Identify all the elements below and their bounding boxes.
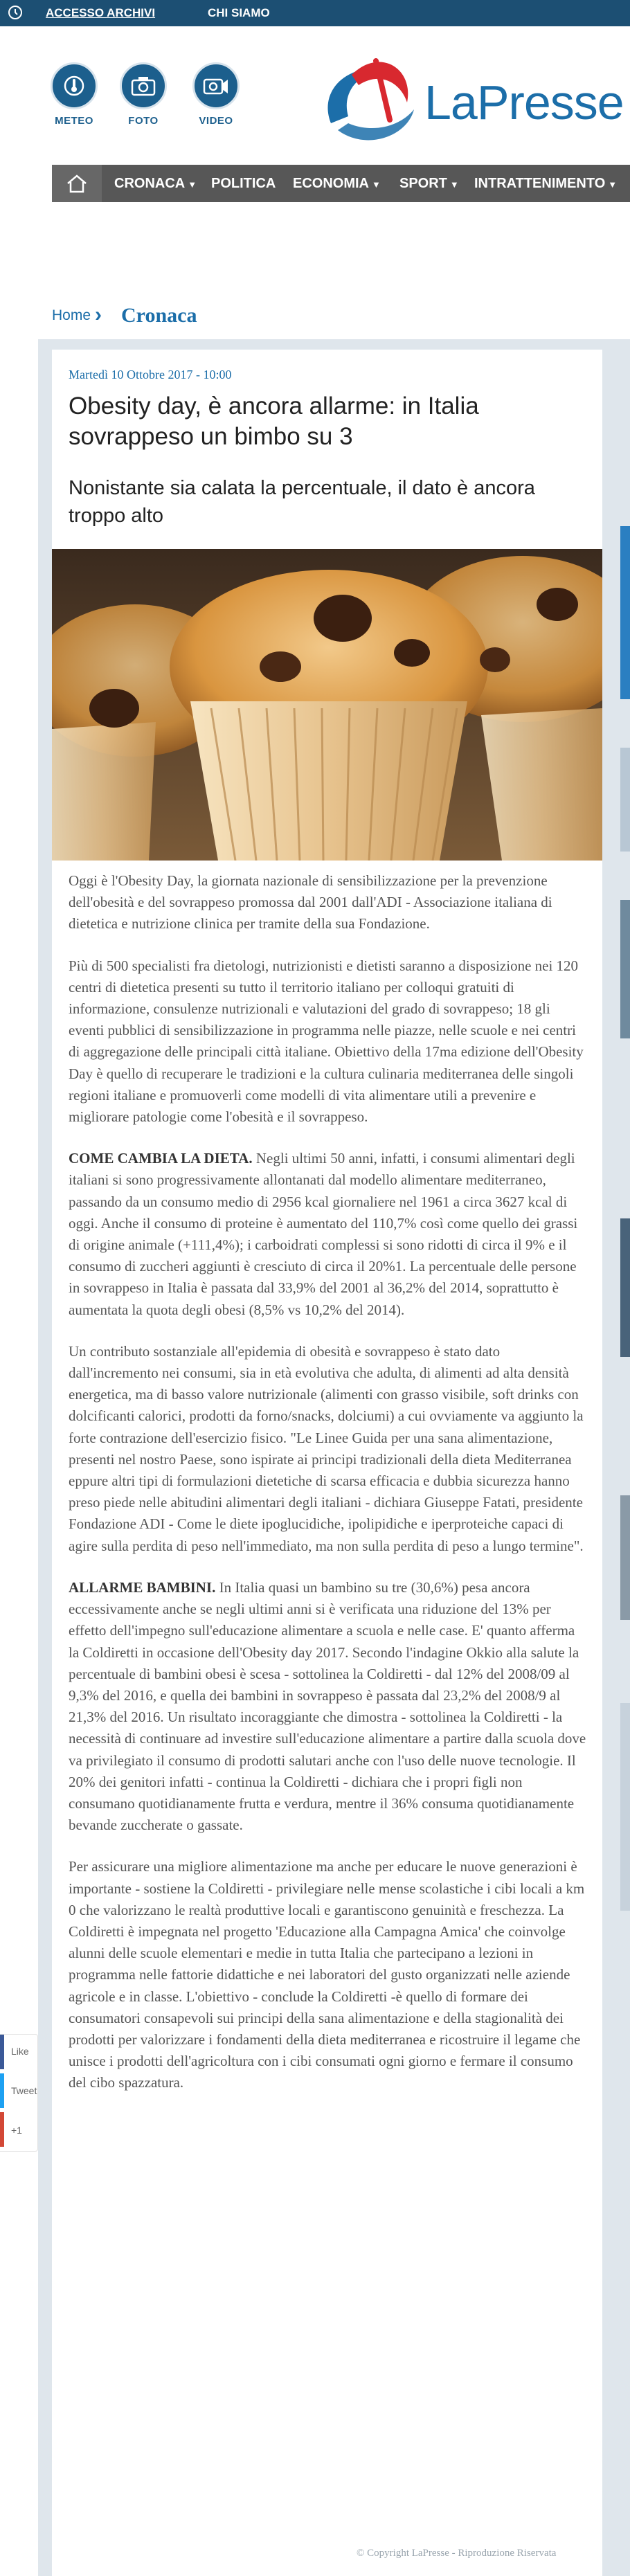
camera-icon — [131, 75, 156, 96]
about-us-link[interactable]: CHI SIAMO — [208, 6, 270, 19]
video-button[interactable] — [190, 62, 242, 127]
facebook-icon — [0, 2035, 4, 2069]
twitter-icon — [0, 2073, 4, 2108]
nav-item-cronaca[interactable]: CRONACA ▼ — [114, 176, 197, 191]
photo-button[interactable] — [118, 62, 169, 127]
weather-label: METEO — [55, 115, 93, 127]
nav-item-sport[interactable]: SPORT ▼ — [399, 176, 459, 191]
chevron-down-icon: ▼ — [188, 179, 197, 190]
site-header — [0, 26, 630, 165]
chevron-down-icon: ▼ — [372, 179, 381, 190]
article-hero-image — [52, 549, 602, 861]
lapresse-logo[interactable] — [310, 47, 630, 158]
photo-label: FOTO — [128, 115, 159, 127]
article-paragraph: Più di 500 specialisti fra dietologi, nutrizionisti e dietisti saranno a disposizione nei 120 centri di dietetica presenti su tutto il territorio italiano per colloqui gratuiti di informazione, consulenze nutrizionali e valutazioni del grado di sovrappeso; 18 gli eventi pubblici di sensibilizzazione in programma nelle piazze, nelle scuole e nei centri di aggregazione delle principali città italiane. Obiettivo della 17ma edizione dell'Obesity Day è quello di recuperare le tradizioni e la cultura culinaria mediterranea delle singoli regioni italiane e promuoverli come modelli di vita alimentare utili a prevenire e migliorare patologie come l'obesità e il sovrappeso. — [69, 957, 584, 1126]
video-label: VIDEO — [199, 115, 233, 127]
weather-button[interactable] — [48, 62, 100, 127]
video-camera-icon — [203, 75, 229, 96]
home-icon — [66, 174, 88, 193]
breadcrumb-home-link[interactable]: Home — [52, 307, 91, 323]
tweet-button[interactable]: Tweet — [11, 2085, 37, 2096]
muffins-photo — [52, 549, 602, 861]
thermometer-icon — [62, 74, 86, 98]
google-plus-button[interactable]: +1 — [11, 2125, 22, 2136]
archive-access-link[interactable]: ACCESSO ARCHIVI — [46, 6, 156, 19]
nav-item-intrattenimento[interactable]: INTRATTENIMENTO ▼ — [474, 176, 618, 191]
breadcrumb-separator: › — [95, 303, 102, 326]
archive-icon — [7, 4, 24, 21]
sidebar-ads-edge — [620, 526, 630, 2188]
article-paragraph: Oggi è l'Obesity Day, la giornata nazionale di sensibilizzazione per la prevenzione dell'obesità e del sovrappeso promossa dal 2001 dall'ADI - Associazione italiana di dietetica e nutrizione clinica per tramite della sua Fondazione. — [69, 872, 552, 933]
google-plus-icon — [0, 2112, 4, 2147]
article-paragraph: COME CAMBIA LA DIETA. Negli ultimi 50 anni, infatti, i consumi alimentari degli italiani si sono progressivamente allontanati dal modello alimentare mediterraneo, passando da un consumo medio di 2956 kcal giornaliere nel 1961 a circa 3627 kcal di oggi. Anche il consumo di proteine è aumentato del 110,7% così come quello dei grassi di origine animale (+111,4%); i carboidrati complessi si sono ridotti di circa il 9% e il consumo di zuccheri aggiunti è cresciuto di circa il 20%1. La percentuale delle persone in sovrappeso in Italia è passata dal 33,9% del 2001 al 36,2% del 2014, soprattutto è aumentata la quota degli obesi (8,5% vs 10,2% del 2014). — [69, 1150, 578, 1318]
nav-home-button[interactable] — [52, 165, 102, 202]
nav-item-economia[interactable]: ECONOMIA ▼ — [293, 176, 381, 191]
top-bar — [0, 0, 630, 26]
breadcrumb-current[interactable]: Cronaca — [121, 304, 197, 327]
chevron-down-icon: ▼ — [449, 179, 459, 190]
social-share-widget — [0, 2034, 38, 2152]
article-paragraph: ALLARME BAMBINI. In Italia quasi un bambino su tre (30,6%) pesa ancora eccessivamente anche se negli ultimi anni si è verificata una riduzione del 13% per effetto dell'impegno sull'educazione alimentare a scuola e nelle case. E' quanto afferma la Coldiretti in occasione dell'Obesity day 2017. Secondo l'indagine Okkio alla salute la percentuale di bambini obesi è scesa - sottolinea la Coldiretti - dal 12% del 2008/09 al 9,3% del 2016, e quella dei bambini in sovrappeso è passata dal 23,2% del 2008/9 al 21,3% del 2016. Un risultato incoraggiante che dimostra - sottolinea la Coldiretti - la necessità di continuare ad investire sull'educazione alimentare a partire dalla scuola dove va privilegiato il consumo di prodotti salutari anche con l'uso delle nuove tecnologie. Il 20% dei genitori infatti - continua la Coldiretti - dichiara che i propri figli non consumano quotidianamente frutta e verdura, mentre il 36% consuma quotidianamente bevande zuccherate o gassate. — [69, 1578, 586, 1834]
article-card — [52, 350, 602, 2576]
logo-text: LaPresse — [424, 75, 624, 129]
article-body — [69, 870, 588, 2114]
article-paragraph: Per assicurare una migliore alimentazione ma anche per educare le nuove generazioni è importante - sostiene la Coldiretti - privilegiare nelle mense scolastiche i cibi locali a km 0 che valorizzano le realtà produttive locali e garantiscono genuinità e freschezza. La Coldiretti è impegnata nel progetto 'Educazione alla Campagna Amica' che coinvolge alunni delle scuole elementari e medie in tutta Italia che partecipano a lezioni in programma nelle fattorie didattiche e nei laboratori del gusto organizzati nelle aziende agricole e in classe. L'obiettivo - conclude la Coldiretti -è quello di formare dei consumatori consapevoli sui principi della sana alimentazione e della stagionalità dei prodotti per valorizzare i fondamenti della dieta mediterranea e ricostruire il legame che unisce i prodotti dell'agricoltura con i cibi consumati ogni giorno e fermare il consumo del cibo spazzatura. — [69, 1858, 585, 2091]
article-subtitle: Nonistante sia calata la percentuale, il dato è ancora troppo alto — [69, 477, 535, 527]
logo-swirl-icon — [310, 47, 428, 158]
article-date: Martedì 10 Ottobre 2017 - 10:00 — [69, 368, 232, 381]
chevron-down-icon: ▼ — [608, 179, 618, 190]
copyright-notice: © Copyright LaPresse - Riproduzione Riservata — [357, 2548, 557, 2559]
facebook-like-button[interactable]: Like — [11, 2046, 29, 2057]
nav-item-politica[interactable]: POLITICA — [211, 176, 276, 191]
article-paragraph: Un contributo sostanziale all'epidemia di obesità e sovrappeso è stato dato dall'incremento nei consumi, sia in età evolutiva che adulta, di alimenti ad alta densità energetica, ma di basso valore nutrizionale (alimenti con grasso visibile, soft drinks con dolcificanti calorici, prodotti da forno/snacks, dolciumi) a cui ovviamente va aggiunto la forte contrazione dell'esercizio fisico. "Le Linee Guida per una sana alimentazione, presenti nel nostro Paese, sono ispirate ai principi tradizionali della dieta Mediterranea eppure altri tipi di formulazioni dietetiche di scarsa efficacia e dubbia sicurezza hanno preso piede nelle abitudini alimentari degli italiani - dichiara Giuseppe Fatati, presidente Fondazione ADI - Come le diete ipoglucidiche, ipolipidiche e iperproteiche capaci di agire sulla perdita di peso nell'immediato, ma non sulla perdita di peso a lungo termine". — [69, 1342, 584, 1554]
main-nav — [52, 165, 630, 202]
article-title: Obesity day, è ancora allarme: in Italia sovrappeso un bimbo su 3 — [69, 393, 479, 450]
